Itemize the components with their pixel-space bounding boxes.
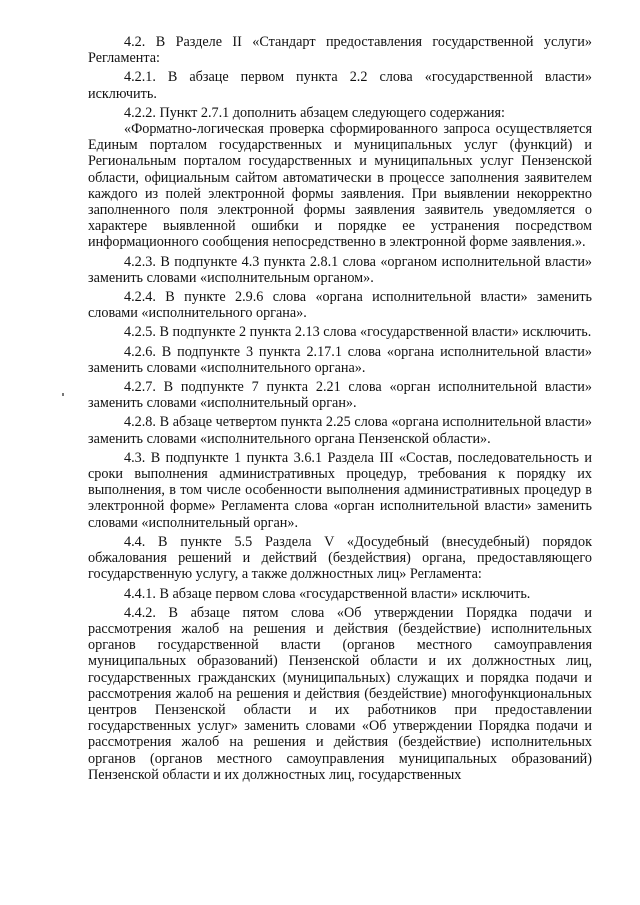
paragraph-4-2-3: 4.2.3. В подпункте 4.3 пункта 2.8.1 слова «органом исполнительной власти» заменить словами «исполнительным органом». (88, 253, 592, 286)
paragraph-4-2-2: 4.2.2. Пункт 2.7.1 дополнить абзацем следующего содержания: (124, 104, 505, 121)
paragraph-4-2-4: 4.2.4. В пункте 2.9.6 слова «органа исполнительной власти» заменить словами «исполнительного органа». (88, 289, 592, 322)
paragraph-4-4-1: 4.4.1. В абзаце первом слова «государственной власти» исключить. (124, 585, 531, 602)
paragraph-4-4: 4.4. В пункте 5.5 Раздела V «Досудебный (внесудебный) порядок обжалования решений и действий (бездействия) органа, предоставляющего государственную услугу, а также должностных лиц» Регламента: (88, 533, 592, 583)
paragraph-4-3: 4.3. В подпункте 1 пункта 3.6.1 Раздела III «Состав, последовательность и сроки выполнения административных процедур, требования к порядку их выполнения, в том числе особенности выполнения административных процедур в электронной форме» Регламента слова «орган исполнительной власти» заменить словами «исполнительный орган». (88, 449, 592, 531)
paragraph-4-2-1: 4.2.1. В абзаце первом пункта 2.2 слова «государственной власти» исключить. (88, 69, 592, 102)
paragraph-4-2-8: 4.2.8. В абзаце четвертом пункта 2.25 слова «органа исполнительной власти» заменить словами «исполнительного органа Пензенской области». (88, 414, 592, 447)
document-page (88, 34, 592, 783)
scan-speck (62, 393, 64, 396)
paragraph-4-2-7: 4.2.7. В подпункте 7 пункта 2.21 слова «орган исполнительной власти» заменить словами «исполнительный орган». (88, 379, 592, 412)
paragraph-4-2-5: 4.2.5. В подпункте 2 пункта 2.13 слова «государственной власти» исключить. (124, 324, 592, 341)
paragraph-4-2-6: 4.2.6. В подпункте 3 пункта 2.17.1 слова «органа исполнительной власти» заменить словами «исполнительного органа». (88, 343, 592, 376)
paragraph-4-2: 4.2. В Разделе II «Стандарт предоставления государственной услуги» Регламента: (88, 34, 592, 67)
paragraph-4-4-2: 4.4.2. В абзаце пятом слова «Об утверждении Порядка подачи и рассмотрения жалоб на решения и действия (бездействие) исполнительных органов государственной власти (органов местного самоуправления муниципальных образований) Пензенской области и их должностных лиц, государственных гражданских (муниципальных) служащих и порядка подачи и рассмотрения жалоб на решения и действия (бездействие) многофункциональных центров Пензенской области и их работников при предоставлении государственных услуг» заменить словами «Об утверждении Порядка подачи и рассмотрения жалоб на решения и действия (бездействие) исполнительных органов (органов местного самоуправления муниципальных образований) Пензенской области и их должностных лиц, государственных (88, 604, 592, 783)
paragraph-quote: «Форматно-логическая проверка сформированного запроса осуществляется Единым порталом государственных и муниципальных услуг (функций) и Региональным порталом государственных и муниципальных услуг Пензенской области, официальным сайтом автоматически в процессе заполнения заявителем каждого из полей электронной формы заявления. При выявлении некорректно заполненного поля электронной формы заявления заявитель уведомляется о характере выявленной ошибки и порядке ее устранения посредством информационного сообщения непосредственно в электронной форме заявления.». (88, 121, 592, 251)
